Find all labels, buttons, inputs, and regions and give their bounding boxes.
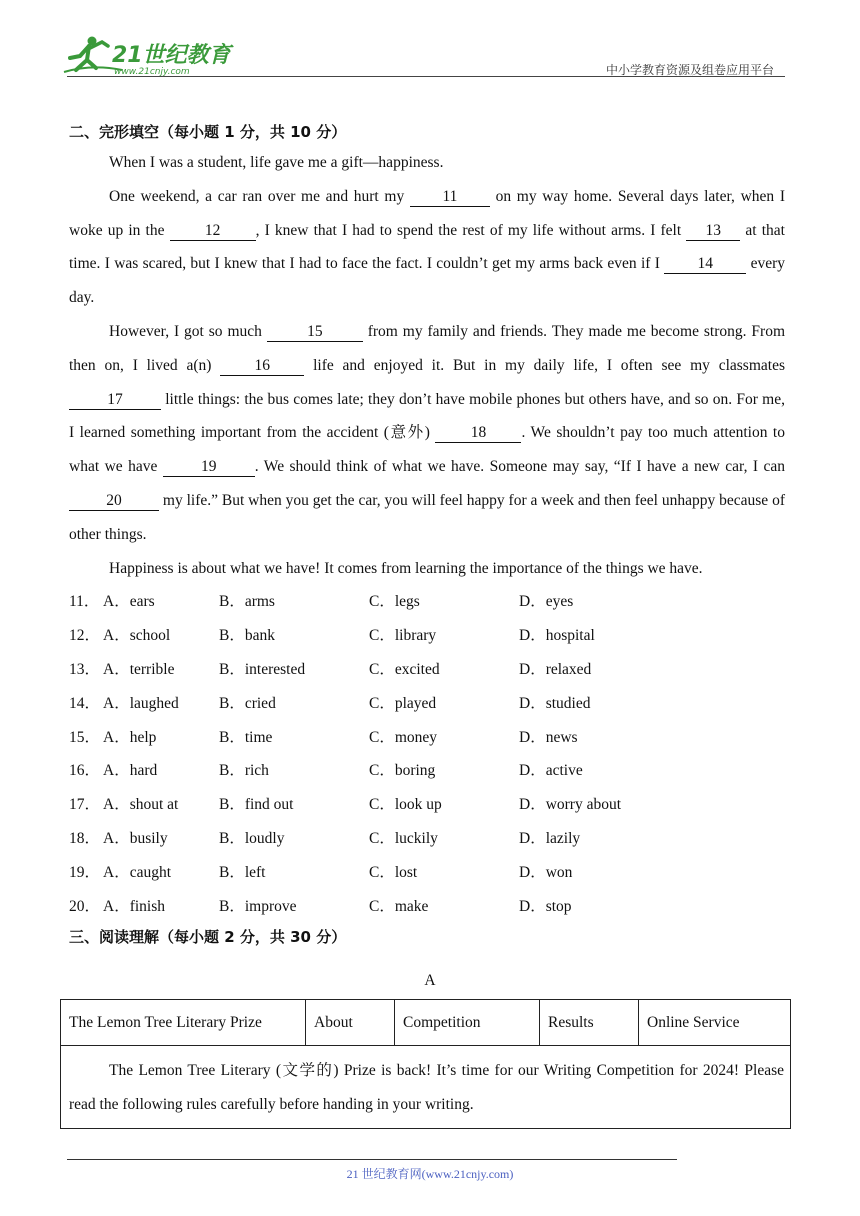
option-d[interactable]: D．studied: [519, 694, 591, 712]
passage-paragraph-1: When I was a student, life gave me a gift—happiness.: [109, 154, 444, 171]
option-d[interactable]: D．worry about: [519, 796, 622, 814]
option-a[interactable]: A．finish: [103, 897, 166, 915]
tab-results[interactable]: Results: [540, 1000, 639, 1046]
option-c[interactable]: C．played: [369, 694, 437, 712]
blank-18[interactable]: 18: [435, 424, 521, 443]
text-segment: on my way home. Several days later, when I woke up in the: [69, 187, 785, 239]
blank-13[interactable]: 13: [686, 222, 740, 241]
blank-14[interactable]: 14: [664, 255, 746, 274]
option-b[interactable]: B．interested: [219, 660, 306, 678]
option-b[interactable]: B．loudly: [219, 829, 285, 847]
option-c[interactable]: C．luckily: [369, 829, 438, 847]
text-segment: little things: the bus comes late; they don’t have mobile phones but others have, and so on. For me, I learned something important from the accident (意外): [69, 390, 785, 442]
question-row: [69, 856, 785, 890]
question-number: 12．: [69, 627, 101, 645]
table-header-row: [61, 1000, 791, 1046]
question-number: 11．: [69, 593, 100, 611]
passage-label: A: [424, 972, 436, 989]
passage-paragraph-3: [69, 315, 785, 552]
question-number: 18．: [69, 829, 101, 847]
question-list: [69, 585, 785, 923]
question-row: [69, 822, 785, 856]
blank-19[interactable]: 19: [163, 458, 255, 477]
runner-logo-icon: [62, 34, 237, 78]
option-c[interactable]: C．make: [369, 897, 429, 915]
svg-text:21世纪教育: 21世纪教育: [112, 43, 231, 68]
text-segment: One weekend, a car ran over me and hurt my: [109, 187, 410, 205]
option-d[interactable]: D．lazily: [519, 829, 581, 847]
option-c[interactable]: C．boring: [369, 762, 436, 780]
option-b[interactable]: B．time: [219, 728, 273, 746]
option-a[interactable]: A．caught: [103, 863, 172, 881]
option-c[interactable]: C．legs: [369, 593, 420, 611]
option-b[interactable]: B．bank: [219, 627, 275, 645]
question-number: 14．: [69, 694, 101, 712]
option-a[interactable]: A．hard: [103, 762, 158, 780]
text-segment: every day.: [69, 255, 785, 307]
option-d[interactable]: D．relaxed: [519, 660, 592, 678]
text-segment: . We shouldn’t pay too much attention to what we have: [69, 424, 785, 476]
tab-lemon-tree-prize[interactable]: The Lemon Tree Literary Prize: [61, 1000, 306, 1046]
blank-16[interactable]: 16: [220, 357, 304, 376]
question-row: [69, 585, 785, 619]
tab-online-service[interactable]: Online Service: [639, 1000, 791, 1046]
option-b[interactable]: B．arms: [219, 593, 275, 611]
option-a[interactable]: A．ears: [103, 593, 155, 611]
footer-divider: [67, 1159, 677, 1160]
option-d[interactable]: D．hospital: [519, 627, 595, 645]
option-b[interactable]: B．cried: [219, 694, 276, 712]
blank-20[interactable]: 20: [69, 492, 159, 511]
option-b[interactable]: B．left: [219, 863, 266, 881]
blank-11[interactable]: 11: [410, 188, 490, 207]
site-logo[interactable]: [62, 34, 237, 78]
passage-paragraph-4: Happiness is about what we have! It comes from learning the importance of the things we have.: [109, 559, 703, 577]
text-segment: . We should think of what we have. Someone may say, “If I have a new car, I can: [254, 458, 786, 476]
option-c[interactable]: C．library: [369, 627, 437, 645]
option-b[interactable]: B．improve: [219, 897, 297, 915]
tab-competition[interactable]: Competition: [395, 1000, 540, 1046]
question-number: 15．: [69, 728, 101, 746]
footer-link[interactable]: 21 世纪教育网(www.21cnjy.com): [346, 1167, 514, 1181]
option-a[interactable]: A．busily: [103, 829, 168, 847]
option-a[interactable]: A．help: [103, 728, 157, 746]
question-number: 13．: [69, 660, 101, 678]
section2-title: 二、完形填空（每小题 1 分，共 10 分）: [69, 123, 347, 141]
section3-title: 三、阅读理解（每小题 2 分，共 30 分）: [69, 928, 347, 947]
table-body-row: [61, 1046, 791, 1129]
question-row: [69, 754, 785, 788]
question-row: [69, 619, 785, 653]
option-a[interactable]: A．laughed: [103, 694, 179, 712]
text-segment: at that time. I was scared, but I knew that I had to face the fact. I couldn’t get my arms back even if I: [69, 221, 785, 273]
question-number: 20．: [69, 897, 101, 915]
blank-12[interactable]: 12: [170, 222, 256, 241]
table-body-text: The Lemon Tree Literary (文学的) Prize is back! It’s time for our Writing Competition for 2024! Please read the following rules carefully before handing in your writing.: [61, 1046, 791, 1129]
question-row: [69, 721, 785, 755]
option-d[interactable]: D．active: [519, 762, 583, 780]
option-a[interactable]: A．terrible: [103, 660, 175, 678]
text-segment: from my family and friends. They made me become strong. From then on, I lived a(n): [69, 322, 786, 374]
passage-paragraph-2: [69, 180, 785, 315]
question-row: [69, 653, 785, 687]
text-segment: life and enjoyed it. But in my daily life, I often see my classmates: [304, 356, 785, 374]
question-row: [69, 890, 785, 924]
option-d[interactable]: D．stop: [519, 897, 572, 915]
option-c[interactable]: C．look up: [369, 796, 442, 814]
exam-content: [69, 118, 785, 951]
option-c[interactable]: C．excited: [369, 660, 440, 678]
option-d[interactable]: D．won: [519, 863, 573, 881]
competition-table: [60, 999, 791, 1129]
tab-about[interactable]: About: [306, 1000, 395, 1046]
question-number: 19．: [69, 863, 101, 881]
option-d[interactable]: D．eyes: [519, 593, 574, 611]
option-b[interactable]: B．find out: [219, 796, 294, 814]
option-a[interactable]: A．shout at: [103, 796, 179, 814]
question-row: [69, 788, 785, 822]
question-number: 17．: [69, 796, 101, 814]
blank-17[interactable]: 17: [69, 391, 161, 410]
platform-name: 中小学教育资源及组卷应用平台: [605, 63, 774, 77]
option-b[interactable]: B．rich: [219, 762, 269, 780]
svg-text:www.21cnjy.com: www.21cnjy.com: [114, 67, 190, 77]
header-divider: [67, 76, 785, 77]
text-segment: my life.” But when you get the car, you will feel happy for a week and then feel unhappy because of other things.: [69, 491, 785, 543]
text-segment: However, I got so much: [109, 322, 267, 340]
page-header: [0, 0, 860, 80]
option-a[interactable]: A．school: [103, 627, 171, 645]
question-row: [69, 687, 785, 721]
question-number: 16．: [69, 762, 101, 780]
blank-15[interactable]: 15: [267, 323, 363, 342]
option-d[interactable]: D．news: [519, 728, 578, 746]
text-segment: , I knew that I had to spend the rest of my life without arms. I felt: [255, 221, 687, 239]
option-c[interactable]: C．money: [369, 728, 438, 746]
option-c[interactable]: C．lost: [369, 863, 418, 881]
